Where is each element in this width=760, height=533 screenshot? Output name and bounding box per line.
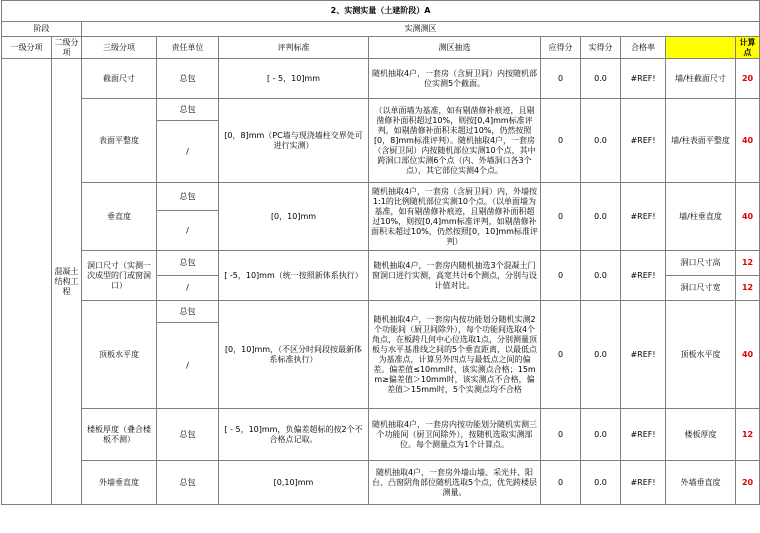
- score-cell[interactable]: 20: [736, 461, 760, 505]
- unit-cell[interactable]: /: [157, 323, 219, 409]
- unit-cell[interactable]: 总包: [157, 251, 219, 276]
- score-cell[interactable]: 20: [736, 59, 760, 99]
- item-cell[interactable]: 楼板厚度（叠合楼板不测）: [82, 409, 157, 461]
- header-stage[interactable]: 阶段: [2, 22, 82, 37]
- sheet-title[interactable]: 2、实测实量（土建阶段）A: [2, 1, 760, 22]
- actual-score-cell[interactable]: 0.0: [581, 461, 621, 505]
- due-score-cell[interactable]: 0: [541, 409, 581, 461]
- measurement-sheet: [1, 0, 760, 505]
- header-due-score[interactable]: 应得分: [541, 37, 581, 59]
- actual-score-cell[interactable]: 0.0: [581, 99, 621, 183]
- criteria-cell[interactable]: [0,10]mm: [219, 461, 369, 505]
- sampling-cell[interactable]: 随机抽取4户，一套房内按功能划分随机实测三个功能间（厨卫间除外），按随机选取实测部位。每个测量点为1个计算点。: [369, 409, 541, 461]
- item-cell[interactable]: 顶板水平度: [82, 301, 157, 409]
- unit-cell[interactable]: 总包: [157, 99, 219, 121]
- sampling-cell[interactable]: 随机抽取4户，一套房内随机抽选3个混凝土门窗洞口进行实测，高宽共计6个测点，分别与设计值对比。: [369, 251, 541, 301]
- sampling-cell[interactable]: （以单面墙为基准，如有剔凿修补痕迹，且剔凿修补面积超过10%，则按[0,4]mm标准评判，如剔凿修补面积未超过10%，仍然按照[0，8]mm标准评判）。随机抽取4户，一套房（含厨卫间）内按随机部位实测10个点，其中跨洞口部位实测6个点（内、外墙洞口各3个点），其它部位实测4个点。: [369, 99, 541, 183]
- due-score-cell[interactable]: 0: [541, 59, 581, 99]
- header-yellow-blank[interactable]: [666, 37, 736, 59]
- criteria-cell[interactable]: [0，10]mm，（不区分时间段按最新体系标准执行）: [219, 301, 369, 409]
- calc-point-cell[interactable]: 墙/柱垂直度: [666, 183, 736, 251]
- item-cell[interactable]: 表面平整度: [82, 99, 157, 183]
- pass-rate-cell[interactable]: #REF!: [621, 59, 666, 99]
- header-level2[interactable]: 二级分项: [52, 37, 82, 59]
- criteria-cell[interactable]: [ -5，10]mm（统一按照新体系执行）: [219, 251, 369, 301]
- due-score-cell[interactable]: 0: [541, 301, 581, 409]
- unit-cell[interactable]: /: [157, 276, 219, 301]
- pass-rate-cell[interactable]: #REF!: [621, 301, 666, 409]
- sampling-cell[interactable]: 随机抽取4户，一套房外墙山墙、采光井、阳台、凸窗阴角部位随机选取5个点，优先跨楼层测量。: [369, 461, 541, 505]
- header-level3[interactable]: 三级分项: [82, 37, 157, 59]
- criteria-cell[interactable]: [ - 5，10]mm，负偏差超标的按2个不合格点记取。: [219, 409, 369, 461]
- item-cell[interactable]: 垂直度: [82, 183, 157, 251]
- actual-score-cell[interactable]: 0.0: [581, 59, 621, 99]
- level1-cell[interactable]: [2, 59, 52, 505]
- header-responsible[interactable]: 责任单位: [157, 37, 219, 59]
- pass-rate-cell[interactable]: #REF!: [621, 409, 666, 461]
- calc-point-cell[interactable]: 洞口尺寸高: [666, 251, 736, 276]
- item-cell[interactable]: 截面尺寸: [82, 59, 157, 99]
- header-level1[interactable]: 一级分项: [2, 37, 52, 59]
- header-actual-score[interactable]: 实得分: [581, 37, 621, 59]
- header-pass-rate[interactable]: 合格率: [621, 37, 666, 59]
- calc-point-cell[interactable]: 墙/柱表面平整度: [666, 99, 736, 183]
- criteria-cell[interactable]: [0，8]mm（PC墙与现浇墙柱交界处可进行实测）: [219, 99, 369, 183]
- unit-cell[interactable]: 总包: [157, 301, 219, 323]
- calc-point-cell[interactable]: 洞口尺寸宽: [666, 276, 736, 301]
- score-cell[interactable]: 12: [736, 251, 760, 276]
- header-criteria[interactable]: 评判标准: [219, 37, 369, 59]
- actual-score-cell[interactable]: 0.0: [581, 183, 621, 251]
- header-calc-points[interactable]: 计算点: [736, 37, 760, 59]
- unit-cell[interactable]: 总包: [157, 461, 219, 505]
- header-measure-zone[interactable]: 实测测区: [82, 22, 760, 37]
- sampling-cell[interactable]: 随机抽取4户，一套房（含厨卫间）内，外墙按1:1的比例随机部位实测10个点。（以单面墙为基准，如有剔凿修补痕迹，且剔凿修补面积超过10%，则按[0,4]mm标准评判，如剔凿修补面积未超过10%，仍然按照[0，10]mm标准评判）: [369, 183, 541, 251]
- header-sampling[interactable]: 测区抽选: [369, 37, 541, 59]
- unit-cell[interactable]: 总包: [157, 409, 219, 461]
- due-score-cell[interactable]: 0: [541, 251, 581, 301]
- level2-group[interactable]: 混凝土结构工程: [52, 59, 82, 505]
- pass-rate-cell[interactable]: #REF!: [621, 99, 666, 183]
- sampling-cell[interactable]: 随机抽取4户，一套房内按功能划分随机实测2个功能间（厨卫间除外），每个功能间选取4个角点，在板跨几何中心位选取1点，分别测量顶板与水平基准线之间的5个垂直距离，以最低点为基准点，计算另外四点与最低点之间的偏差。偏差值≤10mm时，该实测点合格；15mm≥偏差值＞10mm时，该实测点不合格，偏差值＞15mm时，5个实测点均不合格: [369, 301, 541, 409]
- due-score-cell[interactable]: 0: [541, 183, 581, 251]
- score-cell[interactable]: 40: [736, 183, 760, 251]
- pass-rate-cell[interactable]: #REF!: [621, 183, 666, 251]
- item-cell[interactable]: 洞口尺寸（实测一次成型的门或窗洞口）: [82, 251, 157, 301]
- unit-cell[interactable]: 总包: [157, 59, 219, 99]
- item-cell[interactable]: 外墙垂直度: [82, 461, 157, 505]
- unit-cell[interactable]: /: [157, 211, 219, 251]
- calc-point-cell[interactable]: 顶板水平度: [666, 301, 736, 409]
- score-cell[interactable]: 40: [736, 99, 760, 183]
- actual-score-cell[interactable]: 0.0: [581, 301, 621, 409]
- due-score-cell[interactable]: 0: [541, 99, 581, 183]
- due-score-cell[interactable]: 0: [541, 461, 581, 505]
- calc-point-cell[interactable]: 墙/柱截面尺寸: [666, 59, 736, 99]
- sampling-cell[interactable]: 随机抽取4户，一套房（含厨卫间）内按随机部位实测5个截面。: [369, 59, 541, 99]
- criteria-cell[interactable]: [0，10]mm: [219, 183, 369, 251]
- calc-point-cell[interactable]: 楼板厚度: [666, 409, 736, 461]
- unit-cell[interactable]: 总包: [157, 183, 219, 211]
- actual-score-cell[interactable]: 0.0: [581, 409, 621, 461]
- score-cell[interactable]: 12: [736, 276, 760, 301]
- score-cell[interactable]: 12: [736, 409, 760, 461]
- score-cell[interactable]: 40: [736, 301, 760, 409]
- criteria-cell[interactable]: [ - 5，10]mm: [219, 59, 369, 99]
- pass-rate-cell[interactable]: #REF!: [621, 461, 666, 505]
- pass-rate-cell[interactable]: #REF!: [621, 251, 666, 301]
- unit-cell[interactable]: /: [157, 121, 219, 183]
- calc-point-cell[interactable]: 外墙垂直度: [666, 461, 736, 505]
- actual-score-cell[interactable]: 0.0: [581, 251, 621, 301]
